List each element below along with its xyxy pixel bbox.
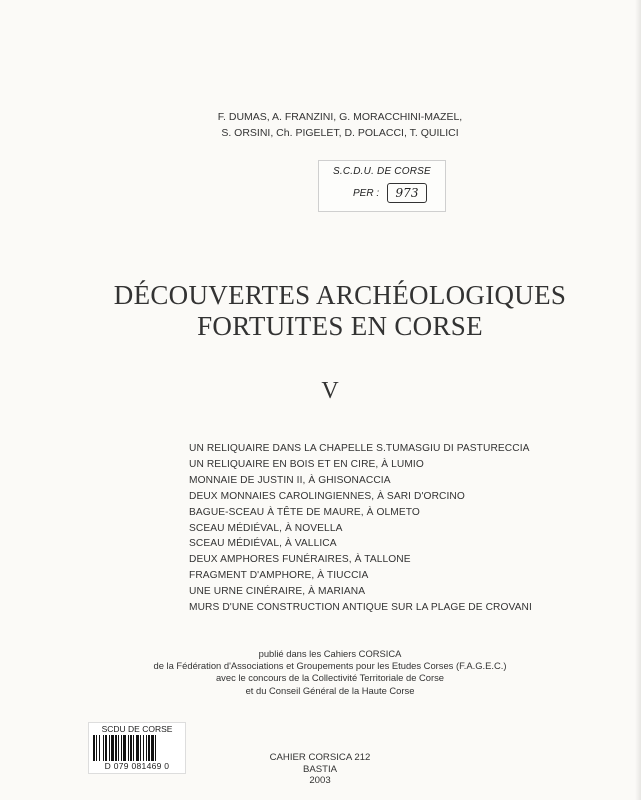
- publication-line-1: publié dans les Cahiers CORSICA: [258, 648, 402, 659]
- stamp-library: S.C.D.U. DE CORSE: [333, 166, 431, 177]
- title-line-1: DÉCOUVERTES ARCHÉOLOGIQUES: [113, 280, 567, 310]
- publication-line-4: et du Conseil Général de la Haute Corse: [245, 684, 415, 696]
- contents-item: MURS D'UNE CONSTRUCTION ANTIQUE SUR LA PLAGE DE CROVANI: [189, 602, 532, 614]
- contents-item: MONNAIE DE JUSTIN II, À GHISONACCIA: [189, 474, 391, 486]
- footer-imprint: [250, 752, 390, 787]
- barcode-library: SCDU DE CORSE: [101, 724, 173, 734]
- title-line-2: FORTUITES EN CORSE: [197, 311, 483, 341]
- contents-item: UN RELIQUAIRE EN BOIS ET EN CIRE, À LUMIO: [189, 458, 424, 470]
- contents-item: DEUX MONNAIES CAROLINGIENNES, À SARI D'ORCINO: [189, 490, 465, 502]
- barcode-icon: [93, 735, 181, 761]
- contents-item: SCEAU MÉDIÉVAL, À VALLICA: [189, 538, 337, 550]
- contents-item: SCEAU MÉDIÉVAL, À NOVELLA: [189, 522, 343, 534]
- contents-item: DEUX AMPHORES FUNÉRAIRES, À TALLONE: [189, 554, 411, 566]
- contents-item: UN RELIQUAIRE DANS LA CHAPELLE S.TUMASGIU DI PASTURECCIA: [189, 443, 530, 454]
- contents-item: UNE URNE CINÉRAIRE, À MARIANA: [189, 586, 366, 598]
- footer-series: CAHIER CORSICA 212: [269, 752, 371, 763]
- document-title: [40, 280, 640, 342]
- contents-list: [189, 441, 532, 616]
- contents-item: BAGUE-SCEAU À TÊTE DE MAURE, À OLMETO: [189, 506, 420, 518]
- authors-line-1: F. DUMAS, A. FRANZINI, G. MORACCHINI-MAZEL,: [217, 111, 463, 123]
- volume-number: V: [321, 378, 339, 404]
- library-stamp: [318, 160, 446, 212]
- publication-line-3: avec le concours de la Collectivité Territoriale de Corse: [215, 672, 445, 684]
- stamp-per-number: 973: [387, 183, 427, 203]
- barcode-label-sticker: [88, 722, 186, 774]
- footer-city: BASTIA: [302, 763, 338, 775]
- contents-item: FRAGMENT D'AMPHORE, À TIUCCIA: [189, 570, 369, 582]
- authors: [190, 109, 490, 141]
- publication-note: [140, 648, 520, 697]
- footer-year: 2003: [309, 775, 331, 786]
- stamp-per-label: PER :: [353, 188, 380, 199]
- page-edge-shadow: [635, 0, 641, 800]
- authors-line-2: S. ORSINI, Ch. PIGELET, D. POLACCI, T. QUILICI: [221, 127, 459, 139]
- barcode-number: D 079 081469 0: [104, 761, 170, 771]
- publication-line-2: de la Fédération d'Associations et Groupements pour les Etudes Corses (F.A.G.E.C.): [153, 660, 507, 672]
